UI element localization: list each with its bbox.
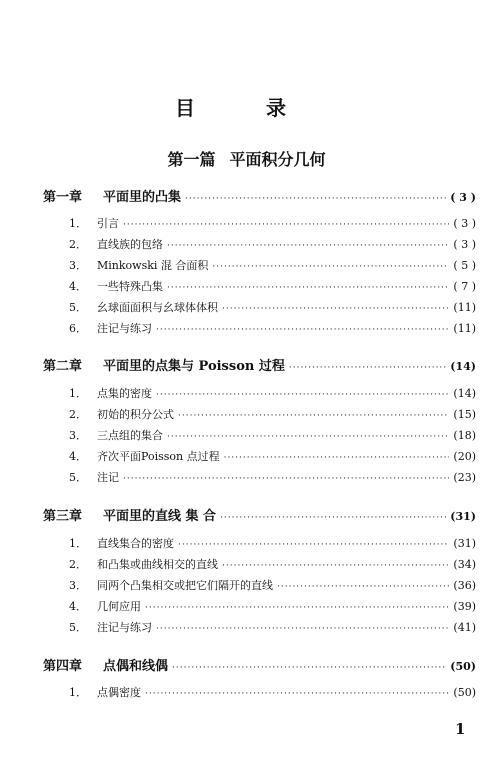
section-title: 同两个凸集相交或把它们隔开的直线: [97, 579, 273, 592]
section-entry: [69, 299, 476, 315]
section-number: 5．: [69, 471, 87, 484]
section-title: 注记与练习: [97, 621, 152, 634]
leader-dots: [222, 304, 449, 314]
section-page: (23): [453, 471, 476, 484]
section-title: 注记与练习: [97, 322, 152, 335]
section-entry: [69, 684, 476, 700]
section-entry: [69, 320, 476, 336]
section-number: 6．: [69, 322, 87, 335]
leader-dots: [156, 390, 449, 400]
chapter-entry: [43, 355, 476, 373]
section-title: 和凸集或曲线相交的直线: [97, 558, 218, 571]
chapter-page: ( 3 ): [450, 191, 476, 204]
section-number: 1．: [69, 686, 87, 699]
leader-dots: [123, 220, 449, 230]
section-title: 直线族的包络: [97, 238, 163, 251]
section-title: 一些特殊凸集: [97, 280, 163, 293]
section-number: 2．: [69, 408, 87, 421]
section-entry: [69, 619, 476, 635]
chapter-entry: [43, 655, 476, 673]
chapter-title: 平面里的凸集: [103, 190, 182, 205]
section-page: ( 5 ): [453, 259, 476, 272]
chapter-title: 平面里的点集与 Poisson 过程: [103, 359, 285, 374]
chapter-label: 第一章: [43, 190, 83, 205]
section-page: ( 7 ): [453, 280, 476, 293]
chapter-label: 第四章: [43, 659, 83, 674]
section-title: 齐次平面Poisson 点过程: [97, 450, 220, 463]
section-page: (20): [453, 450, 476, 463]
chapter-page: (14): [450, 360, 476, 373]
chapter-page: (50): [450, 660, 476, 673]
leader-dots: [156, 624, 449, 634]
section-title: 直线集合的密度: [97, 537, 174, 550]
section-page: (41): [453, 621, 476, 634]
section-page: (11): [453, 301, 476, 314]
section-entry: [69, 469, 476, 485]
leader-dots: [167, 432, 449, 442]
section-title: 幺球面面积与幺球体体积: [97, 301, 218, 314]
page-number: 1: [455, 720, 466, 738]
chapter-page: (31): [450, 510, 476, 523]
chapter-entry: [43, 505, 476, 523]
leader-dots: [145, 689, 449, 699]
section-title: 引言: [97, 217, 119, 230]
section-entry: [69, 278, 476, 294]
section-number: 4．: [69, 600, 87, 613]
section-title: 几何应用: [97, 600, 141, 613]
chapter-title: 平面里的直线 集 合: [103, 509, 217, 524]
section-page: (14): [453, 387, 476, 400]
section-number: 5．: [69, 301, 87, 314]
section-entry: [69, 257, 476, 273]
section-number: 2．: [69, 238, 87, 251]
section-number: 1．: [69, 537, 87, 550]
section-title: Minkowski 混 合面积: [97, 259, 209, 272]
section-entry: [69, 236, 476, 252]
section-number: 4．: [69, 450, 87, 463]
leader-dots: [167, 283, 449, 293]
section-page: ( 3 ): [453, 217, 476, 230]
section-page: (50): [453, 686, 476, 699]
section-number: 4．: [69, 280, 87, 293]
section-entry: [69, 215, 476, 231]
section-title: 三点组的集合: [97, 429, 163, 442]
section-number: 5．: [69, 621, 87, 634]
section-page: (18): [453, 429, 476, 442]
section-entry: [69, 556, 476, 572]
section-title: 注记: [97, 471, 119, 484]
section-page: (36): [453, 579, 476, 592]
section-page: (11): [453, 322, 476, 335]
section-title: 点偶密度: [97, 686, 141, 699]
part-title: 平面积分几何: [229, 150, 326, 169]
section-number: 2．: [69, 558, 87, 571]
section-entry: [69, 598, 476, 614]
leader-dots: [123, 474, 449, 484]
section-number: 1．: [69, 217, 87, 230]
leader-dots: [178, 540, 449, 550]
part-heading: [0, 147, 493, 170]
leader-dots: [222, 561, 449, 571]
section-page: (15): [453, 408, 476, 421]
section-page: ( 3 ): [453, 238, 476, 251]
toc-title: 目 录: [175, 96, 318, 120]
leader-dots: [167, 241, 449, 251]
chapter-label: 第三章: [43, 509, 83, 524]
leader-dots: [185, 194, 446, 204]
section-entry: [69, 406, 476, 422]
section-number: 1．: [69, 387, 87, 400]
section-entry: [69, 385, 476, 401]
section-page: (39): [453, 600, 476, 613]
section-entry: [69, 427, 476, 443]
chapter-title: 点偶和线偶: [103, 659, 169, 674]
leader-dots: [289, 363, 446, 373]
leader-dots: [212, 262, 449, 272]
section-page: (34): [453, 558, 476, 571]
leader-dots: [156, 325, 449, 335]
leader-dots: [220, 513, 446, 523]
section-entry: [69, 448, 476, 464]
leader-dots: [172, 663, 446, 673]
section-number: 3．: [69, 259, 87, 272]
section-title: 点集的密度: [97, 387, 152, 400]
leader-dots: [224, 453, 450, 463]
section-title: 初始的积分公式: [97, 408, 174, 421]
part-label: 第一篇: [167, 150, 216, 169]
section-number: 3．: [69, 579, 87, 592]
chapter-entry: [43, 186, 476, 204]
leader-dots: [145, 603, 449, 613]
section-entry: [69, 577, 476, 593]
leader-dots: [277, 582, 449, 592]
section-page: (31): [453, 537, 476, 550]
section-entry: [69, 535, 476, 551]
leader-dots: [178, 411, 449, 421]
section-number: 3．: [69, 429, 87, 442]
chapter-label: 第二章: [43, 359, 83, 374]
